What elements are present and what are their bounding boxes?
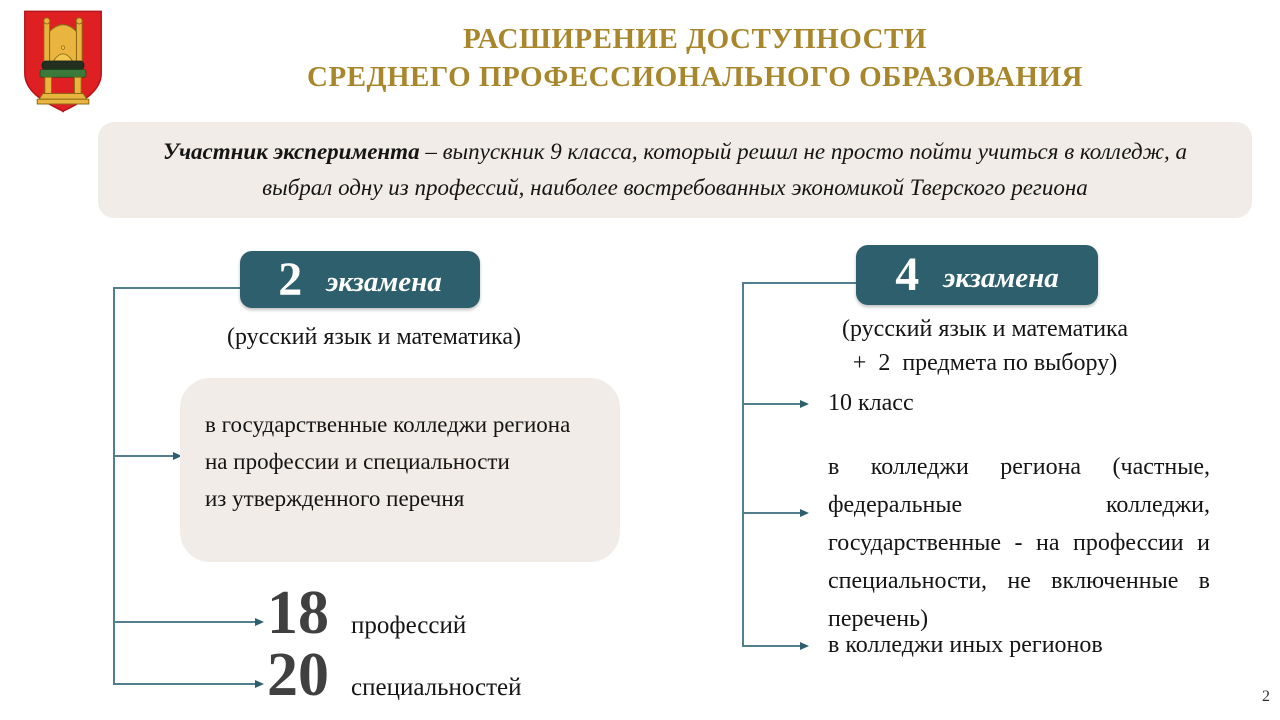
intro-text [98, 134, 1252, 206]
stat-professions-label: профессий [351, 612, 467, 639]
stat-professions-value: 18 [267, 579, 329, 647]
left-bracket-vertical-line [113, 287, 115, 684]
option-grade-10: 10 класс [828, 390, 914, 416]
tver-coat-of-arms [20, 8, 106, 114]
option-other-regions: в колледжи иных регионов [828, 632, 1103, 658]
page-title-line1: РАСШИРЕНИЕ ДОСТУПНОСТИ [463, 23, 927, 55]
left-arrow-to-specialties [113, 683, 255, 685]
badge-2-exams [240, 251, 480, 308]
right-arrow-to-grade10 [742, 403, 800, 405]
right-bracket-top-line [742, 282, 856, 284]
right-arrow-to-colleges [742, 512, 800, 514]
left-bracket-top-line [113, 287, 240, 289]
page-number: 2 [1262, 688, 1270, 705]
state-colleges-card-line3: из утвержденного перечня [205, 485, 465, 511]
state-colleges-card-line1: в государственные колледжи региона [205, 411, 571, 437]
intro-callout [98, 122, 1252, 218]
badge-2-exams-label: экзамена [326, 266, 442, 298]
right-bracket-vertical-line [742, 282, 744, 646]
right-subjects-line1: (русский язык и математика [841, 316, 1128, 342]
option-region-colleges: в колледжи региона (частные, федеральные колледжи, государственные - на профессии и специальности, не включенные в перечень) [828, 454, 1210, 632]
intro-rest: – выпускник 9 класса, который решил не просто пойти учиться в колледж, а выбрал одну из профессий, наиболее востребованных экономикой Тверского региона [262, 139, 1188, 200]
badge-4-exams-label: экзамена [943, 261, 1059, 294]
coat-of-arms-icon [20, 8, 106, 114]
left-arrow-to-professions [113, 621, 255, 623]
badge-4-exams-number: 4 [895, 248, 920, 301]
page-title-line2: СРЕДНЕГО ПРОФЕССИОНАЛЬНОГО ОБРАЗОВАНИЯ [307, 61, 1083, 93]
stat-specialties-label: специальностей [351, 674, 522, 701]
badge-2-exams-number: 2 [278, 252, 303, 306]
stat-professions [267, 579, 467, 647]
left-arrow-to-card [113, 455, 173, 457]
right-subjects-note [790, 312, 1180, 380]
page-title [120, 20, 1270, 96]
right-arrow-to-other-regions [742, 645, 800, 647]
left-subjects-note: (русский язык и математика) [227, 324, 521, 350]
right-subjects-line2: + 2 предмета по выбору) [852, 350, 1118, 376]
stat-specialties-value: 20 [267, 641, 329, 709]
intro-lead: Участник эксперимента [162, 139, 420, 164]
stat-specialties [267, 641, 522, 709]
state-colleges-card-line2: на профессии и специальности [205, 448, 510, 474]
state-colleges-card [180, 378, 620, 562]
badge-4-exams [856, 245, 1098, 305]
